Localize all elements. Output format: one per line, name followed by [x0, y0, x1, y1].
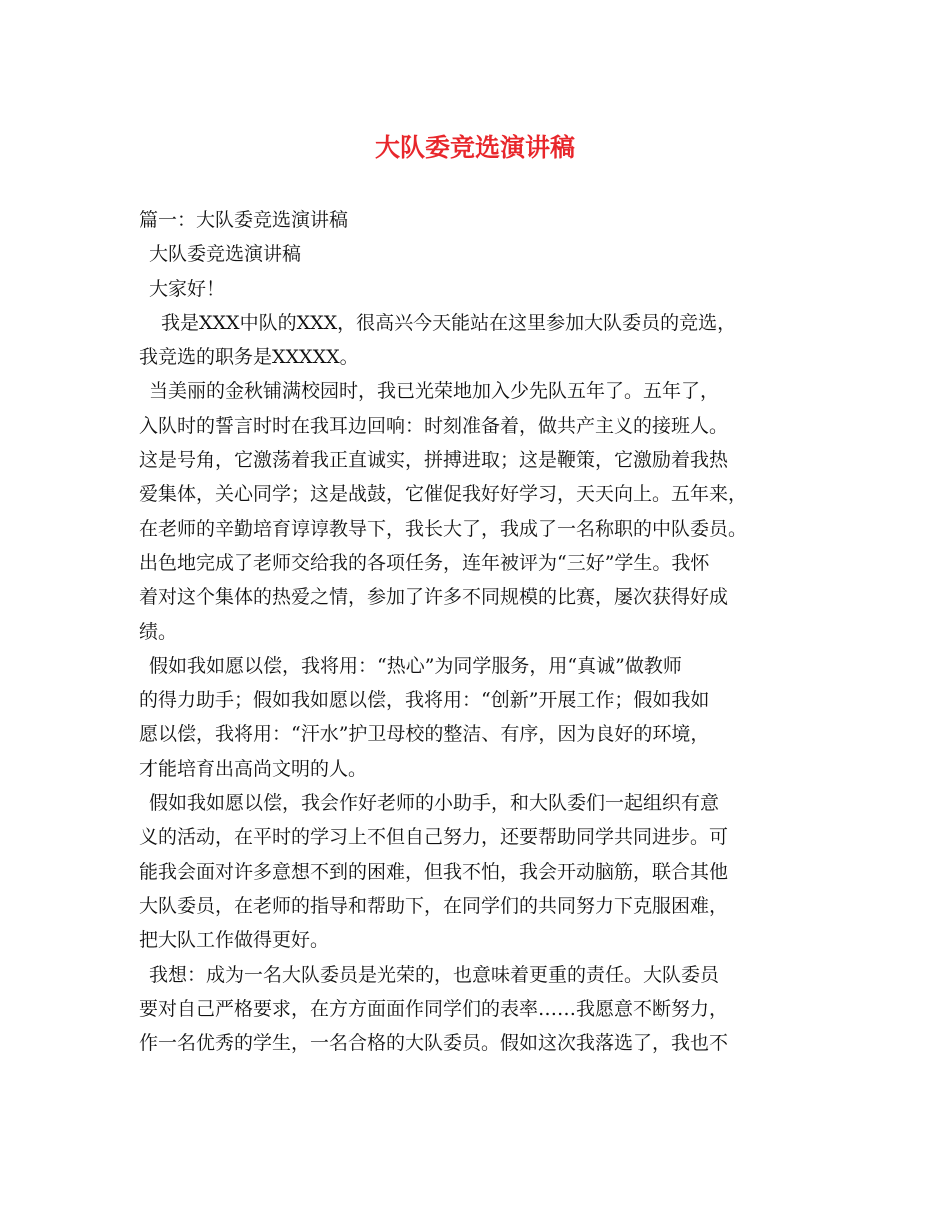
- text-line: 着对这个集体的热爱之情，参加了许多不同规模的比赛，屡次获得好成: [139, 586, 729, 609]
- text-line: 大家好！: [149, 277, 226, 300]
- text-line: 我想：成为一名大队委员是光荣的，也意味着更重的责任。大队委员: [149, 963, 720, 986]
- text-line: 能我会面对许多意想不到的困难，但我不怕，我会开动脑筋，联合其他: [139, 860, 729, 883]
- document-title: 大队委竞选演讲稿: [374, 133, 575, 162]
- text-line: 愿以偿，我将用：“汗水”护卫母校的整洁、有序，因为良好的环境，: [139, 723, 710, 746]
- text-line: 义的活动，在平时的学习上不但自己努力，还要帮助同学共同进步。可: [139, 826, 729, 849]
- text-line: 大队委员，在老师的指导和帮助下，在同学们的共同努力下克服困难，: [139, 894, 729, 917]
- text-line: 这是号角，它激荡着我正直诚实，拼搏进取；这是鞭策，它激励着我热: [139, 449, 729, 472]
- text-line: 入队时的誓言时时在我耳边回响：时刻准备着，做共产主义的接班人。: [139, 414, 729, 437]
- text-line: 要对自己严格要求，在方方面面作同学们的表率……我愿意不断努力，: [139, 997, 729, 1020]
- text-line: 我竞选的职务是XXXXX。: [139, 346, 359, 369]
- text-line: 爱集体，关心同学；这是战鼓，它催促我好好学习，天天向上。五年来，: [139, 483, 748, 506]
- text-line: 假如我如愿以偿，我将用：“热心”为同学服务，用“真诚”做教师: [149, 654, 682, 677]
- document-body: [139, 203, 839, 1060]
- text-line: 作一名优秀的学生，一名合格的大队委员。假如这次我落选了，我也不: [139, 1032, 729, 1055]
- text-line: 大队委竞选演讲稿: [149, 243, 302, 266]
- text-line: 我是XXX中队的XXX，很高兴今天能站在这里参加大队委员的竞选，: [161, 311, 737, 334]
- text-line: 绩。: [139, 620, 178, 643]
- text-line: 当美丽的金秋铺满校园时，我已光荣地加入少先队五年了。五年了，: [149, 380, 720, 403]
- text-line: 出色地完成了老师交给我的各项任务，连年被评为“三好”学生。我怀: [139, 551, 710, 574]
- text-line: 篇一：大队委竞选演讲稿: [139, 209, 349, 231]
- text-line: 假如我如愿以偿，我会作好老师的小助手，和大队委们一起组织有意: [149, 792, 720, 815]
- text-line: 的得力助手；假如我如愿以偿，我将用：“创新”开展工作；假如我如: [139, 689, 710, 712]
- text-line: 才能培育出高尚文明的人。: [139, 757, 368, 780]
- text-line: 在老师的辛勤培育谆谆教导下，我长大了，我成了一名称职的中队委员。: [139, 517, 748, 540]
- text-line: 把大队工作做得更好。: [139, 929, 330, 952]
